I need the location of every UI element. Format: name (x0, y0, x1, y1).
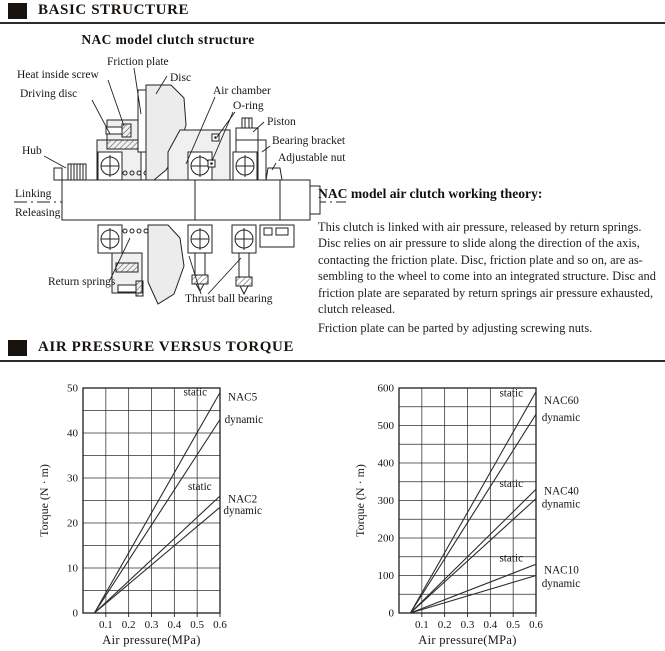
part-heat-inside-screw (122, 124, 131, 137)
section-title-air-pressure-torque: AIR PRESSURE VERSUS TORQUE (38, 339, 295, 355)
label-disc: Disc (170, 72, 192, 84)
part-hub (68, 164, 86, 180)
part-lower-block (112, 253, 143, 296)
theory-line: contacting the friction plate. Disc, friction plate and so on, are as- (318, 252, 643, 267)
theory-line: Friction plate can be parted by adjusting screwing nuts. (318, 321, 593, 336)
y-tick-label: 20 (67, 517, 78, 530)
x-tick-label: 0.5 (190, 619, 205, 631)
part-adjustable-nut (266, 168, 282, 180)
series-annotation: static (499, 387, 524, 400)
y-tick-label: 0 (72, 607, 78, 620)
section-header-basic-structure (8, 2, 189, 19)
series-annotation: static (499, 478, 524, 490)
diagram-shapes (14, 85, 346, 304)
part-shaft (62, 180, 310, 220)
series-annotation: NAC60 (543, 394, 579, 407)
section-bullet-square (8, 340, 27, 356)
part-thrust-bearing-left (188, 225, 212, 291)
label-adjustable-nut: Adjustable nut (278, 152, 346, 164)
label-driving-disc: Driving disc (20, 88, 78, 100)
x-tick-label: 0.6 (529, 619, 543, 631)
series-nac60-static (410, 392, 536, 613)
series-nac2-static (94, 496, 220, 613)
label-friction-plate: Friction plate (107, 56, 169, 68)
y-axis-label: Torque (N · m) (353, 464, 367, 537)
theory-line: Disc relies on air pressure to slide along the direction of the axis, (318, 236, 640, 251)
label-thrust-ball-bearing: Thrust ball bearing (185, 293, 273, 305)
theory-line: friction plate are separated by return springs air pressure exhausted, (318, 285, 654, 300)
torque-chart-nac5-nac2 (22, 376, 322, 648)
x-tick-label: 0.4 (167, 619, 182, 631)
series-annotation: dynamic (223, 505, 262, 517)
part-lower-disc (148, 225, 184, 304)
diagram-title: NAC model clutch structure (81, 32, 255, 47)
series-annotation: NAC5 (227, 391, 258, 404)
label-return-springs: Return springs (48, 276, 116, 288)
y-tick-label: 600 (377, 382, 394, 395)
y-tick-label: 200 (377, 532, 394, 545)
y-tick-label: 500 (377, 420, 394, 432)
x-tick-label: 0.3 (460, 619, 475, 631)
series-nac10-static (410, 564, 536, 613)
series-annotation: static (183, 386, 208, 399)
torque-chart-nac60-nac40-nac10 (338, 376, 638, 648)
series-annotation: dynamic (224, 414, 264, 427)
theory-line: sembling to the wheel to come into an integrated structure. Disc and (318, 269, 656, 284)
part-thrust-bearing-right (232, 225, 256, 294)
series-annotation: NAC2 (227, 493, 258, 506)
y-tick-label: 30 (67, 472, 78, 485)
x-tick-label: 0.1 (414, 619, 429, 631)
part-left-bearing (98, 152, 122, 180)
theory-line: clutch released. (318, 302, 396, 317)
theory-heading: NAC model air clutch working theory: (318, 186, 543, 201)
torque-chart-nac5-nac2 (22, 376, 322, 648)
label-o-ring: O-ring (233, 100, 264, 112)
section-rule (0, 22, 665, 24)
y-tick-label: 40 (67, 427, 78, 440)
y-tick-label: 300 (377, 495, 394, 507)
x-tick-label: 0.2 (121, 619, 136, 631)
x-tick-label: 0.5 (506, 619, 521, 631)
series-annotation: NAC40 (543, 485, 579, 498)
y-axis-label: Torque (N · m) (37, 464, 51, 537)
x-tick-label: 0.6 (213, 619, 227, 631)
part-lower-right-block (260, 225, 294, 247)
series-nac5-dynamic (94, 420, 220, 614)
label-bearing-bracket: Bearing bracket (272, 135, 346, 147)
label-releasing: Releasing (15, 207, 61, 219)
series-annotation: NAC10 (543, 564, 579, 577)
label-air-chamber: Air chamber (213, 85, 271, 97)
series-annotation: static (188, 481, 212, 494)
y-tick-label: 100 (377, 570, 394, 582)
label-piston: Piston (267, 116, 296, 128)
x-tick-label: 0.4 (483, 619, 498, 631)
series-annotation: dynamic (541, 498, 581, 511)
series-annotation: static (499, 552, 524, 565)
torque-chart-nac60-nac40-nac10 (338, 376, 638, 648)
section-title-basic-structure: BASIC STRUCTURE (38, 2, 190, 18)
part-right-bearing (233, 152, 257, 180)
section-rule (0, 360, 665, 362)
y-tick-label: 0 (388, 607, 394, 620)
x-axis-label: Air pressure(MPa) (418, 633, 517, 647)
y-tick-label: 10 (67, 562, 78, 575)
x-tick-label: 0.1 (98, 619, 113, 631)
y-tick-label: 50 (67, 382, 78, 395)
series-nac5-static (94, 393, 220, 614)
section-header-air-pressure-torque (8, 339, 294, 356)
x-axis-label: Air pressure(MPa) (102, 633, 201, 647)
theory-text (318, 219, 663, 337)
part-lower-left-bearing (98, 225, 122, 253)
part-return-springs (123, 229, 148, 233)
theory-line: This clutch is linked with air pressure, released by return springs. (318, 220, 642, 234)
x-tick-label: 0.2 (437, 619, 452, 631)
label-hub: Hub (22, 145, 42, 157)
clutch-structure-diagram (8, 28, 358, 346)
section-bullet-square (8, 3, 27, 19)
series-annotation: dynamic (541, 412, 581, 424)
y-tick-label: 400 (377, 457, 394, 470)
label-heat-inside-screw: Heat inside screw (17, 69, 99, 81)
series-annotation: dynamic (541, 577, 581, 590)
label-linking: Linking (15, 188, 52, 200)
part-piston (236, 118, 258, 152)
x-tick-label: 0.3 (144, 619, 159, 631)
